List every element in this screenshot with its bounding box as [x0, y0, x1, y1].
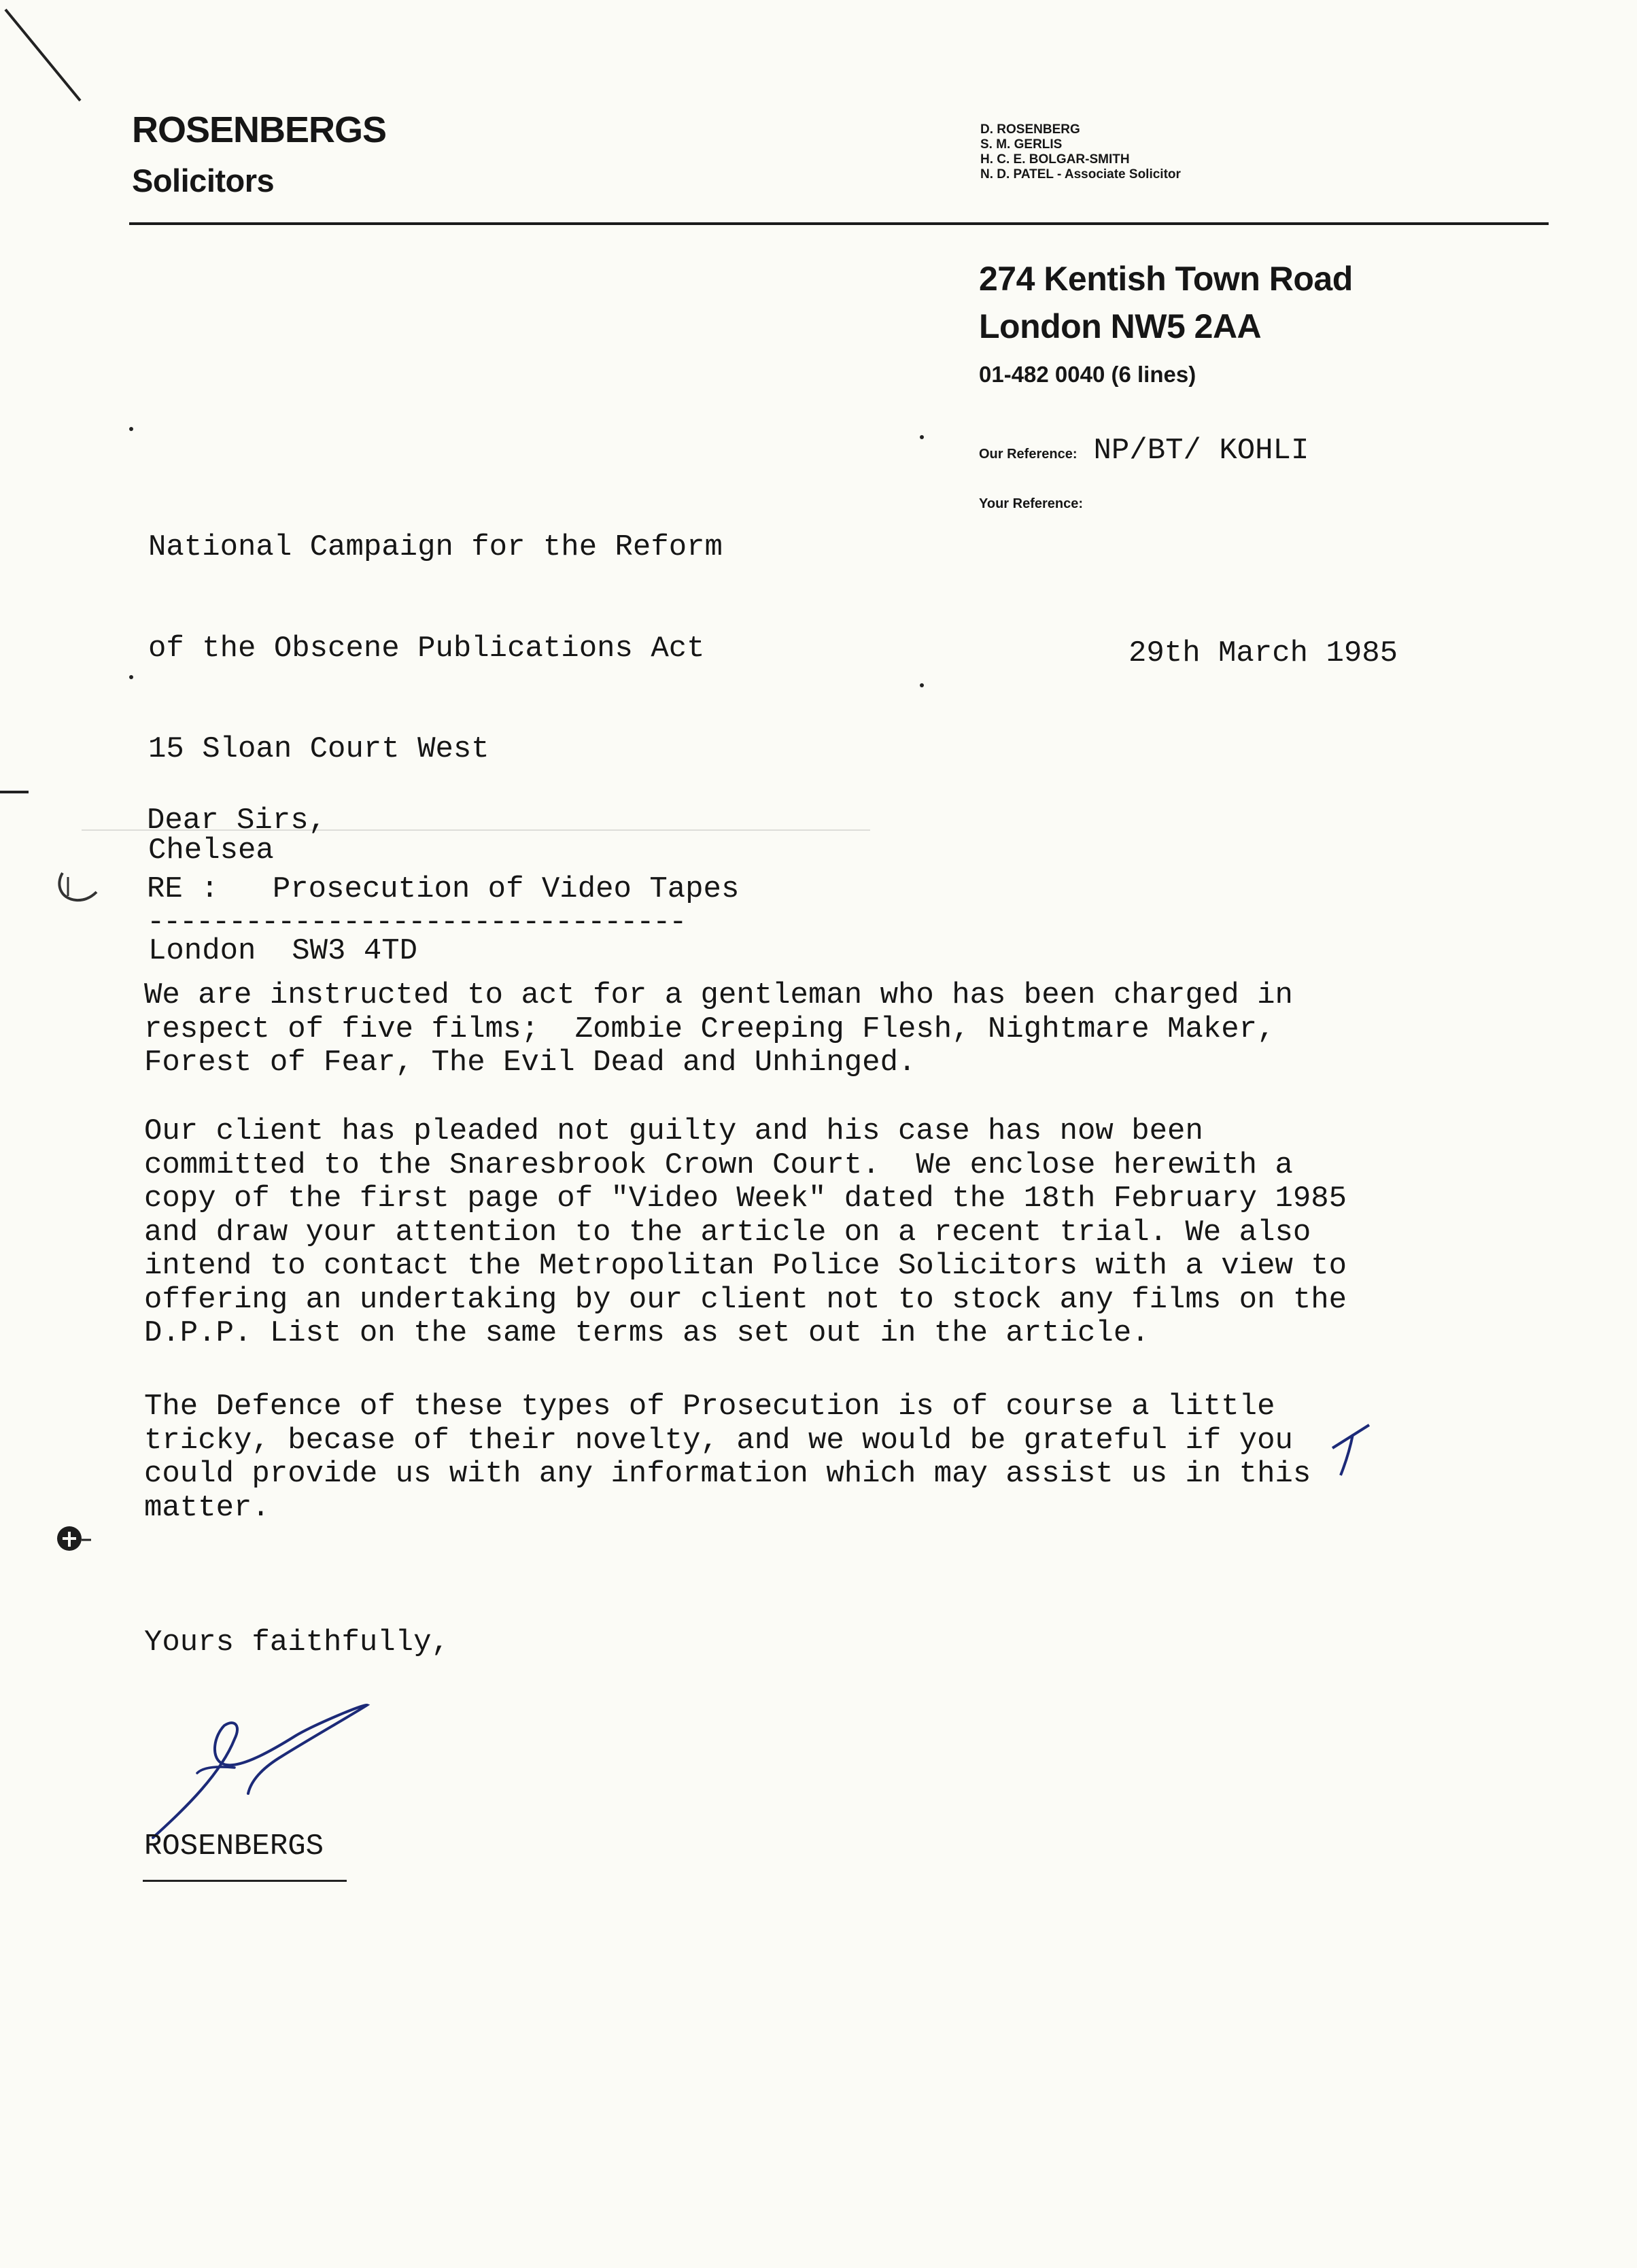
punch-hole-mark — [53, 869, 101, 913]
firm-name: ROSENBERGS — [132, 109, 387, 150]
firm-phone: 01-482 0040 (6 lines) — [979, 362, 1196, 387]
subject-underline: --------------------------------- — [147, 906, 686, 940]
letter-date: 29th March 1985 — [1128, 636, 1398, 670]
partner-name: D. ROSENBERG — [980, 122, 1080, 137]
partner-name: H. C. E. BOLGAR-SMITH — [980, 152, 1130, 167]
our-reference-value: NP/BT/ KOHLI — [1093, 434, 1309, 468]
firm-subtitle: Solicitors — [132, 162, 275, 199]
recipient-line: Chelsea — [148, 833, 274, 867]
fold-dot — [129, 427, 133, 431]
signatory-name: ROSENBERGS — [144, 1829, 324, 1863]
partner-name: S. M. GERLIS — [980, 137, 1063, 152]
salutation: Dear Sirs, — [147, 804, 327, 838]
signatory-underline — [143, 1880, 347, 1882]
recipient-line: 15 Sloan Court West — [148, 732, 489, 766]
corner-pen-mark — [0, 0, 88, 112]
recipient-line: London SW3 4TD — [148, 934, 418, 968]
partners-list — [980, 122, 1181, 182]
body-paragraph: The Defence of these types of Prosecution is of course a little tricky, becase of their novelty, and we would be grateful if you could provide us with any information which may assist us in this matter. — [144, 1390, 1311, 1525]
margin-dash — [0, 791, 29, 793]
partner-name: N. D. PATEL - Associate Solicitor — [980, 167, 1181, 182]
our-reference-label: Our Reference: — [979, 447, 1078, 462]
closing: Yours faithfully, — [144, 1626, 449, 1660]
address-line: London NW5 2AA — [979, 307, 1262, 345]
address-line: 274 Kentish Town Road — [979, 260, 1353, 298]
our-reference — [979, 434, 1309, 468]
your-reference-label: Your Reference: — [979, 496, 1084, 511]
recipient-line: National Campaign for the Reform — [148, 530, 723, 564]
subject-line: RE : Prosecution of Video Tapes — [147, 872, 740, 906]
handwritten-signature — [133, 1698, 377, 1851]
fold-dot — [129, 675, 133, 679]
handwritten-correction-mark — [1326, 1421, 1380, 1485]
recipient-line: of the Obscene Publications Act — [148, 631, 705, 666]
body-paragraph: Our client has pleaded not guilty and his case has now been committed to the Snaresbrook Crown Court. We enclose herewith a copy of the first page of "Video Week" dated the 18th February 1985 and draw your attention to the article on a recent trial. We also intend to contact the Metropolitan Police Solicitors with a view to offering an undertaking by our client not to stock any films on the D.P.P. List on the same terms as set out in the article. — [144, 1114, 1347, 1350]
letterhead-rule — [129, 222, 1549, 225]
punch-hole-mark — [49, 1519, 97, 1564]
fold-dot — [920, 435, 924, 439]
body-paragraph: We are instructed to act for a gentleman who has been charged in respect of five films; Zombie Creeping Flesh, Nightmare Maker, Forest of Fear, The Evil Dead and Unhinged. — [144, 978, 1293, 1080]
fold-dot — [920, 683, 924, 687]
firm-address — [979, 255, 1353, 350]
